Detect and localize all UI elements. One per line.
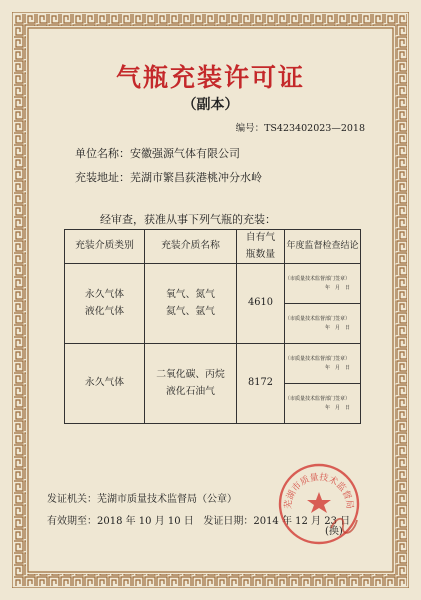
valid-until-label: 有效期至： <box>47 516 97 527</box>
header-count: 自有气瓶数量 <box>237 230 285 264</box>
unit-name-field <box>75 145 240 161</box>
inspection-office: （市质量技术监督部门签章） <box>285 276 351 283</box>
header-media: 充装介质名称 <box>145 230 237 264</box>
inspection-office: （市质量技术监督部门签章） <box>285 356 351 363</box>
issue-date-label: 发证日期： <box>203 516 254 527</box>
issuer-value: 芜湖市质量技术监督局（公章） <box>97 494 237 505</box>
row2-category: 永久气体 <box>65 344 145 424</box>
approval-intro: 经审查，获准从事下列气瓶的充装： <box>100 213 276 226</box>
valid-until-value: 2018 年 10 月 10 日 <box>97 516 194 527</box>
filling-scope-table <box>64 229 361 424</box>
filling-address-field <box>75 169 262 185</box>
inspection-office: （市质量技术监督部门签章） <box>285 316 351 323</box>
row1-media: 氧气、氮气 氦气、氩气 <box>145 264 237 344</box>
unit-name-value: 安徽强源气体有限公司 <box>130 147 240 160</box>
filling-address-value: 芜湖市繁昌荻港桃冲分水岭 <box>130 171 262 184</box>
header-category: 充装介质类别 <box>65 230 145 264</box>
inspection-date: 年 月 日 <box>324 364 350 371</box>
certificate-subtitle: （副本） <box>182 97 239 113</box>
table-row <box>65 344 361 384</box>
row2-count: 8172 <box>237 344 285 424</box>
inspection-date: 年 月 日 <box>324 324 350 331</box>
inspection-date: 年 月 日 <box>324 404 350 411</box>
inspection-date: 年 月 日 <box>324 284 350 291</box>
inspection-cell <box>285 304 361 344</box>
inspection-office: （市质量技术监督部门签章） <box>285 396 351 403</box>
issuing-authority <box>47 490 237 505</box>
inspection-cell <box>285 264 361 304</box>
seal-text: 芜湖市质量技术监督局 <box>283 472 355 510</box>
row1-count: 4610 <box>237 264 285 344</box>
renewal-note: (换) <box>325 526 343 537</box>
table-row <box>65 264 361 304</box>
handwritten-signature-icon <box>327 508 361 542</box>
unit-name-label: 单位名称： <box>75 147 130 160</box>
inspection-cell <box>285 344 361 384</box>
inspection-cell <box>285 384 361 424</box>
certificate-title: 气瓶充装许可证 <box>115 63 305 92</box>
filling-address-label: 充装地址： <box>75 171 130 184</box>
row2-media: 二氧化碳、丙烷 液化石油气 <box>145 344 237 424</box>
table-header-row <box>65 230 361 264</box>
issue-date-value: 2014 年 12 月 23 日 <box>253 516 351 527</box>
certificate-number: 编号：TS423402023—2018 <box>235 123 365 134</box>
issuer-label: 发证机关： <box>47 494 97 505</box>
row1-category: 永久气体 液化气体 <box>65 264 145 344</box>
header-inspection: 年度监督检查结论 <box>285 230 361 264</box>
